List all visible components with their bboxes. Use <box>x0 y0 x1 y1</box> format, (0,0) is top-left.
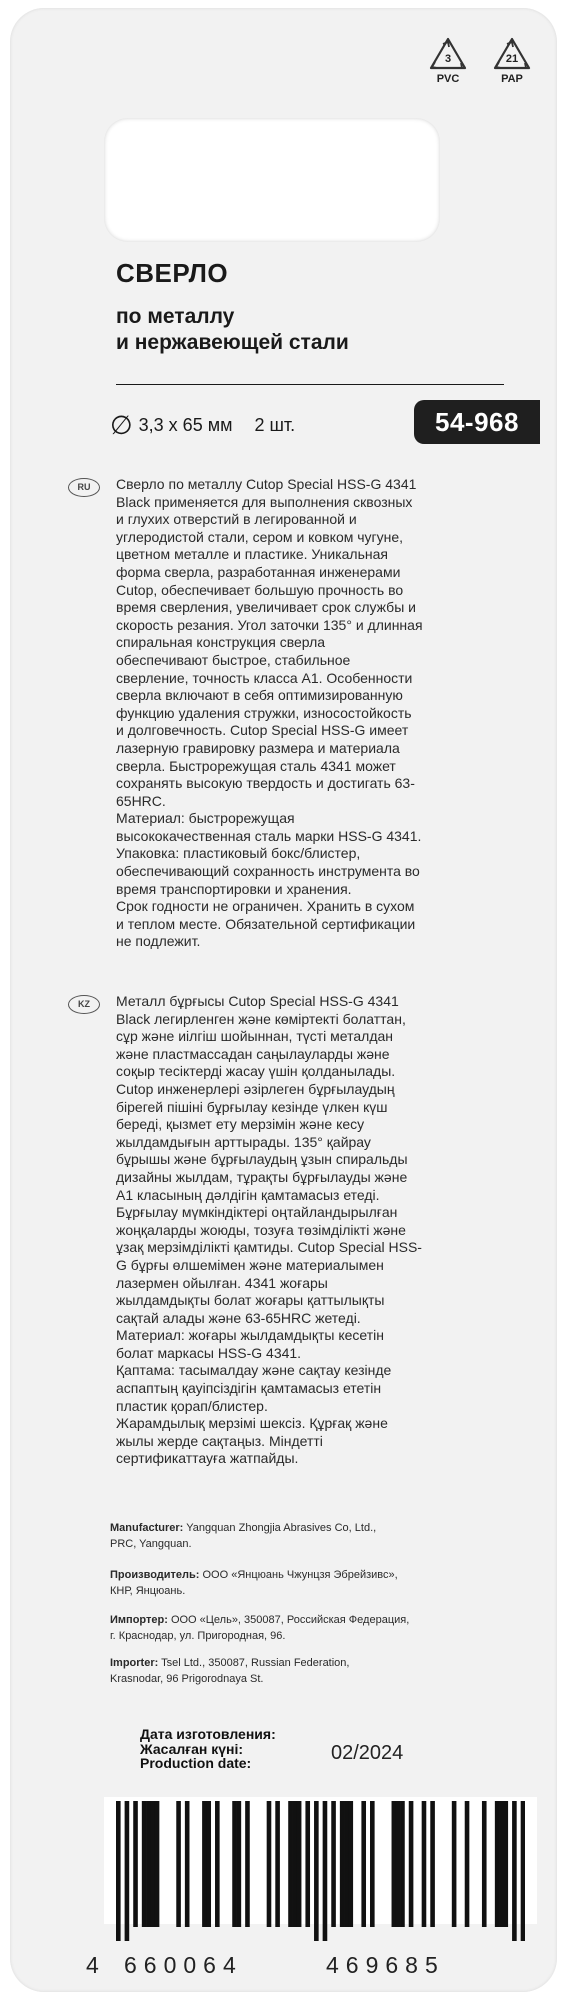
barcode-bar <box>142 1801 147 1927</box>
product-quantity: 2 шт. <box>254 415 296 435</box>
info-label: Importer: <box>110 1657 159 1669</box>
barcode-bar <box>495 1801 500 1927</box>
producer-info <box>110 1567 510 1599</box>
barcode-bar <box>125 1801 130 1941</box>
barcode-bar <box>202 1801 207 1927</box>
production-label-ru: Дата изготовления: <box>140 1726 276 1742</box>
barcode-bar <box>396 1801 401 1927</box>
recycle-triangle-icon <box>492 36 532 72</box>
production-label-en: Production date: <box>140 1755 252 1771</box>
subtitle-line-2: и нержавеющей стали <box>116 331 349 354</box>
info-text: ООО «Цель», 350087, Российская Федерация, г. Краснодар, ул. Пригородная, 96. <box>110 1614 410 1642</box>
recycle-number: 21 <box>505 53 519 65</box>
barcode-bar <box>512 1801 517 1941</box>
manufacturer-info <box>110 1520 510 1552</box>
barcode-bar <box>297 1801 302 1927</box>
info-label: Manufacturer: <box>110 1522 184 1534</box>
barcode-bar <box>323 1801 328 1941</box>
description-kz: Металл бұрғысы Cutop Special HSS-G 4341 Black легирленген және көміртекті болаттан, сұр және иілгіш шойыннан, түсті металдан және пластмассадан саңылауларды және соқыр тесіктерді жасау үшін қолданылады. Cutop инженерлері әзірлеген бұрғылаудың бірегей пішіні бұрғылау кезінде үлкен күш береді, қызмет ету мерзімін және кесу жылдамдығын арттырады. 135° қайрау бұрышы және бұрғылаудың ұзын спиральды дизайны жылдам, тұрақты бұрғылауды және A1 класының дәлдігін қамтамасыз етеді. Бұрғылау мүмкіндіктері оңтайландырылған жоңқаларды жоюды, тозуға төзімділікті және ұзақ мерзімділікті қамтиды. Cutop Special HSS- G бұрғы өлшемімен және материалымен лазермен ойылған. 4341 жоғары жылдамдықты болат жоғары қаттылықты сақтай алады және 63-65HRC жетеді. Материал: жоғары жылдамдықты кесетін болат маркасы HSS-G 4341. Қаптама: тасымалдау және сақтау кезінде аспаптың қауіпсіздігін қамтамасыз ететін пластик қорап/блистер. Жарамдылық мерзімі шексіз. Құрғақ және жылы жерде сақтаңыз. Міндетті сертификаттауға жатпайды. <box>116 993 422 1467</box>
barcode-bar <box>215 1801 220 1927</box>
hang-hole <box>104 118 440 242</box>
info-text: Yangquan Zhongjia Abrasives Co, Ltd., PRC, Yangquan. <box>110 1522 377 1550</box>
barcode-bar <box>521 1801 525 1941</box>
barcode-bar <box>146 1801 151 1927</box>
barcode-bar <box>422 1801 427 1927</box>
barcode-bar <box>400 1801 405 1927</box>
barcode-bar <box>465 1801 470 1927</box>
barcode-bar <box>409 1801 414 1927</box>
barcode-bar <box>275 1801 280 1927</box>
product-title: СВЕРЛО <box>116 258 229 288</box>
production-date-labels <box>140 1727 276 1771</box>
recycle-mark-pap <box>482 36 542 106</box>
barcode-bar <box>370 1801 375 1927</box>
barcode-bar <box>185 1801 190 1927</box>
recycle-triangle-icon <box>428 36 468 72</box>
info-text: Tsel Ltd., 350087, Russian Federation, Krasnodar, 96 Prigorodnaya St. <box>110 1657 350 1685</box>
barcode-bar <box>503 1801 508 1927</box>
barcode-bars <box>116 1801 525 1941</box>
barcode-bar <box>245 1801 250 1927</box>
barcode-bar <box>176 1801 181 1927</box>
language-badge-ru: RU <box>68 478 100 497</box>
importer-ru-info <box>110 1612 510 1644</box>
product-code-badge: 54-968 <box>414 400 540 444</box>
recycle-label: PAP <box>501 73 523 85</box>
barcode-bar <box>430 1801 435 1927</box>
barcode-bar <box>314 1801 319 1941</box>
recycle-label: PVC <box>436 73 460 85</box>
description-ru: Сверло по металлу Cutop Special HSS-G 4341 Black применяется для выполнения сквозных и глухих отверстий в легированной и углеродистой стали, сером и ковком чугуне, цветном металле и пластике. Уникальная форма сверла, разработанная инженерами Cutop, обеспечивает большую прочность во время сверления, увеличивает срок службы и скорость резания. Угол заточки 135° и длинная спиральная конструкция сверла обеспечивают быстрое, стабильное сверление, точность класса А1. Особенности сверла включают в себя оптимизированную функцию удаления стружки, износостойкость и долговечность. Cutop Special HSS-G имеет лазерную гравировку размера и материала сверла. Быстрорежущая сталь 4341 может сохранять высокую твердость и достигать 63- 65HRC. Материал: быстрорежущая высококачественная сталь марки HSS-G 4341. Упаковка: пластиковый бокс/блистер, обеспечивающий сохранность инструмента во время транспортировки и хранения. Срок годности не ограничен. Хранить в сухом и теплом месте. Обязательной сертификации не подлежит. <box>116 476 423 950</box>
importer-en-info <box>110 1655 510 1687</box>
barcode-bar <box>133 1801 138 1927</box>
barcode-bar <box>482 1801 487 1927</box>
barcode-bar <box>305 1801 310 1927</box>
language-badge-kz: KZ <box>68 995 100 1014</box>
production-date: 02/2024 <box>331 1742 404 1764</box>
info-label: Производитель: <box>110 1569 200 1581</box>
product-subtitle <box>116 304 349 356</box>
barcode-bar <box>150 1801 155 1927</box>
product-size: 3,3 х 65 мм <box>138 415 233 435</box>
barcode-bar <box>499 1801 504 1927</box>
barcode-bar <box>288 1801 293 1927</box>
recycle-mark-pvc <box>418 36 478 106</box>
barcode-bar <box>392 1801 397 1927</box>
title-divider <box>116 384 504 385</box>
info-text: ООО «Янцюань Чжунцзя Эбрейзивс», КНР, Янцюань. <box>110 1569 398 1597</box>
barcode-bar <box>452 1801 457 1927</box>
barcode-bar <box>340 1801 345 1927</box>
subtitle-line-1: по металлу <box>116 305 235 328</box>
barcode-bar <box>344 1801 349 1927</box>
barcode-bar <box>331 1801 336 1927</box>
barcode-left-group: 660064 <box>124 1952 243 1978</box>
barcode-bar <box>267 1801 272 1927</box>
barcode <box>104 1797 537 1924</box>
barcode-bar <box>293 1801 298 1927</box>
barcode-bar <box>237 1801 242 1927</box>
barcode-right-group: 469685 <box>326 1952 445 1978</box>
barcode-bar <box>361 1801 366 1927</box>
info-label: Импортер: <box>110 1614 168 1626</box>
barcode-bar <box>348 1801 353 1927</box>
barcode-bar <box>116 1801 121 1941</box>
barcode-bar <box>155 1801 160 1927</box>
product-specs <box>110 410 295 441</box>
barcode-bar <box>232 1801 237 1927</box>
barcode-first-digit: 4 <box>86 1952 99 1978</box>
recycle-number: 3 <box>444 53 452 65</box>
production-label-kz: Жасалған күні: <box>140 1740 244 1757</box>
diameter-icon: ∅ <box>110 410 133 440</box>
barcode-bar <box>206 1801 211 1927</box>
